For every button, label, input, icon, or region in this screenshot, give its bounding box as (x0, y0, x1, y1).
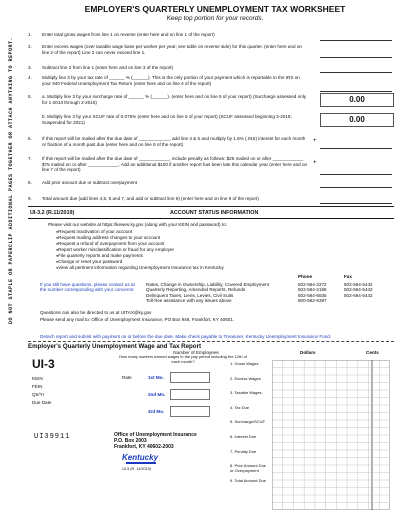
report-title: Employer's Quarterly Unemployment Wage and Tax Report (28, 343, 202, 350)
report-line-label: 9. Total Amount Due (230, 477, 266, 483)
topic-item: Quarterly Reporting, Amended Reports, Refunds (146, 287, 246, 293)
phone-number: 502-564-2168 (298, 287, 327, 293)
bullet-item: ● Report worker misclassification or fraud for any employer (56, 247, 224, 253)
dollars-label: Dollars (300, 350, 316, 355)
line-number: 8. (28, 180, 32, 185)
line-5a-field[interactable] (320, 93, 394, 107)
line-text: a. Multiply line 3 by your surcharge rate of ______ % (______). (enter here and on line 5 of your report) (Surcharge assessed only for 1-2014 through 2-2016) (42, 94, 307, 105)
contact-topics (146, 282, 316, 304)
line-6-field[interactable] (320, 144, 392, 149)
worksheet-title: EMPLOYER'S QUARTERLY UNEMPLOYMENT TAX WORKSHEET (84, 4, 346, 14)
line-number: 7. (28, 156, 32, 161)
due-date-label: Due Date (32, 400, 52, 405)
first-month-employees-field[interactable] (170, 372, 210, 383)
report-line-label: 1. Gross Wages (230, 361, 259, 366)
third-month-label: 3rd Mo. (148, 409, 165, 414)
bullet-item: ● Request a refund of overpayment from your account (56, 241, 224, 247)
bullet-item: ● Request inactivation of your account (56, 229, 224, 235)
third-month-employees-field[interactable] (170, 406, 210, 417)
second-month-employees-field[interactable] (170, 389, 210, 400)
kentucky-logo: Kentucky (122, 453, 159, 462)
first-month-label: 1st Mo. (148, 375, 164, 380)
office-po-box: P.O. Box 2003 (114, 438, 147, 444)
line-text: b. Multiply line 3 by your SCUF rate of 0.075% (enter here and on line 5 of your report) (SCUF assessed beginning 3-2018; Suspended for 2021) (42, 114, 292, 125)
line-number: 2. (28, 44, 32, 49)
line-2-field[interactable] (320, 53, 392, 58)
report-line-label: 6. Interest Due (230, 433, 257, 439)
form-code: UI-3 (32, 357, 55, 371)
bullet-item: ● Request mailing address changes to your account (56, 235, 224, 241)
line-text: Enter total gross wages from line 1 on reverse (enter here and on line 1 of the report) (42, 32, 215, 37)
report-line-label: 2. Excess Wages (230, 375, 261, 381)
office-city: Frankfort, KY 40602-2003 (114, 444, 174, 450)
line-5b-value: 0.00 (349, 115, 365, 124)
line-number: 1. (28, 32, 32, 37)
topic-item: Rates, Change in Ownership, Liability, Covered Employment (146, 282, 269, 287)
bullet-item: ● View all pertinent information regarding Unemployment Insurance tax in Kentucky (56, 265, 224, 271)
topic-item: Toll-free assistance with any issues above (146, 298, 232, 304)
line-5b-field[interactable] (320, 113, 394, 127)
line-text: If this report will be mailed after the due date of ____________, add line 4 & 5 and multiply by 1.5% (.015) interest for each month or fraction of a month past due (enter here and on line 6 of the report) (42, 136, 306, 147)
cents-label: Cents (366, 350, 379, 355)
bullet-item: ● Change or reset your password (56, 259, 224, 265)
fein-label: FEIN (32, 384, 43, 389)
divider (28, 206, 394, 207)
line-1-field[interactable] (320, 36, 392, 41)
account-status-heading: ACCOUNT STATUS INFORMATION (170, 210, 259, 216)
line-number: 3. (28, 65, 32, 70)
line-9-field[interactable] (320, 199, 392, 204)
account-status-intro: Please visit our website at https://kewes.ky.gov (along with your KEIN and password) to: (48, 222, 227, 227)
kein-label: KEIN (32, 376, 43, 381)
plus-sign: + (313, 138, 317, 144)
employees-note: How many workers earned wages in the pay period including the 12th of each month? (119, 354, 247, 364)
email-note: Questions can also be directed to us at UITAX@ky.gov (40, 310, 152, 315)
detach-line (28, 341, 394, 342)
report-line-label: 8. Prior Amount Due or Overpayment (230, 463, 267, 473)
line-number: 4. (28, 75, 32, 80)
divider (28, 218, 394, 219)
office-name: Office of Unemployment Insurance (114, 432, 197, 438)
report-line-label: 4. Tax Due (230, 404, 250, 410)
worksheet-subtitle: Keep top portion for your records. (166, 15, 264, 22)
line-text: Enter excess wages (over taxable wage base per worker per year; see table on reverse side) for this quarter. (enter here and on line 2 of the report) Line 2 can never exceed line 1. (42, 44, 302, 55)
fax-numbers (344, 282, 373, 298)
line-8-field[interactable] (320, 183, 392, 188)
logo-underline (126, 462, 156, 464)
side-instruction: DO NOT STAPLE OR PAPERCLIP ADDITIONAL PAGES TOGETHER OR ATTACH ANYTHING TO REPORT. (8, 36, 14, 324)
line-text: Add prior amount due or subtract overpayment (42, 180, 137, 185)
plus-sign: + (313, 160, 317, 166)
second-month-label: 2nd Mo. (148, 392, 166, 397)
line-text: Subtract line 2 from line 1 (enter here and on line 3 of the report) (42, 65, 173, 70)
line-text: Total amount due (add lines 4,5, 6 and 7, and add or subtract line 8) (enter here and on line 9 of the report) (42, 196, 259, 201)
line-5a-value: 0.00 (349, 95, 365, 104)
line-number: 9. (28, 196, 32, 201)
line-text: If this report will be mailed after the due date of ____________, include penalty as follows: $25 mailed on or after ____________ $75 mailed on or after ____________. Add an additional $100 if another report has been late this calendar year (enter here and on line 7 of the report) (42, 156, 308, 173)
bullet-item: ● File quarterly reports and make payments (56, 253, 224, 259)
questions-note: If you still have questions, please contact us at the number corresponding with your concerns: (40, 282, 135, 293)
phone-number: 502-564-6835 (298, 292, 327, 298)
office-address (114, 432, 197, 450)
account-bullets (56, 229, 224, 271)
detach-note: Detach report and submit with payment on or before the due date. Make check payable to Treasurer, Kentucky Unemployment Insurance Fund. (40, 334, 332, 339)
line-text: Multiply line 3 by your tax rate of ______ % (______). This is the only portion of your payment which is reportable to the IRS on your 940 Federal Unemployment Tax Return (enter here and on line 4 of the report) (42, 75, 300, 86)
phone-number: 502-564-2272 (298, 282, 327, 287)
phone-numbers (298, 282, 327, 304)
line-number: 5. (28, 94, 32, 99)
line-7-field[interactable] (320, 170, 392, 175)
fax-header: Fax (344, 274, 352, 279)
qtr-yr-label: Qtr/Yr (32, 392, 45, 397)
report-line-label: 7. Penalty Due (230, 448, 257, 454)
number-of-employees-label: Number of Employees (173, 350, 219, 355)
line-number: 6. (28, 136, 32, 141)
mail-note: Please send any mail to: Office of Unemployment Insurance, PO Box 948, Frankfort, KY 40601. (40, 317, 235, 322)
report-line-label: 5. Surcharge/SCUF (230, 419, 265, 425)
fax-number: 502-564-5442 (344, 292, 373, 298)
line-3-field[interactable] (320, 68, 392, 73)
amount-entry-grid[interactable] (272, 360, 390, 510)
report-line-label: 3. Taxable Wages (230, 390, 262, 396)
report-line-items (230, 362, 270, 491)
topic-item: Delinquent Taxes, Liens, Levies, Civil Suits (146, 292, 234, 298)
phone-header: Phone (298, 274, 313, 279)
rate-label: Rate (122, 375, 132, 380)
line-4-field[interactable] (320, 87, 392, 92)
phone-number: 800-562-6397 (298, 298, 327, 304)
footer-form-code: UI-3 (R. 11/2019) (122, 467, 152, 471)
fax-number: 502-564-5442 (344, 287, 373, 293)
fax-number: 502-564-5442 (344, 282, 373, 287)
scan-code: UI39911 (34, 433, 71, 441)
form-id-ui-3-2: UI-3.2 (R.11/2019) (30, 210, 75, 216)
